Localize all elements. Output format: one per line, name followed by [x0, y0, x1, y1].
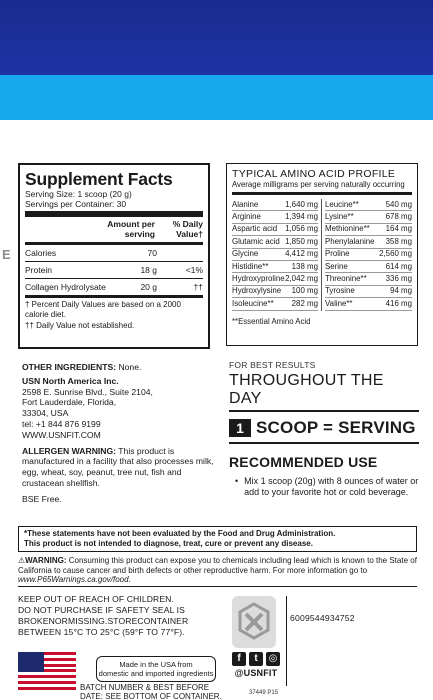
allergen-warning: [22, 446, 222, 489]
amino-row: [325, 199, 412, 211]
supplement-facts-title: Supplement Facts: [25, 169, 173, 189]
amino-name: Isoleucine**: [232, 298, 274, 308]
amino-value: 164 mg: [385, 224, 412, 234]
amino-value: 4,412 mg: [285, 249, 318, 259]
nutrient-amount: 70: [147, 248, 157, 258]
amino-name: Histidine**: [232, 261, 269, 271]
table-row: [25, 279, 203, 298]
footnote-not-established: †† Daily Value not established.: [25, 321, 135, 331]
amino-column-right: [322, 199, 412, 311]
amino-row: [232, 199, 318, 211]
amino-value: 100 mg: [291, 286, 318, 296]
warning-end: .: [128, 575, 131, 585]
nutrient-dv: ††: [193, 282, 203, 292]
amino-row: [232, 261, 318, 273]
amount-header: Amount per serving: [107, 219, 155, 239]
batch-line-2: DATE: SEE BOTTOM OF CONTAINER.: [80, 691, 222, 700]
amino-value: 1,394 mg: [285, 211, 318, 221]
keep-line-1: KEEP OUT OF REACH OF CHILDREN.: [18, 594, 174, 604]
barcode-area: [286, 596, 417, 686]
amino-acid-profile-panel: [226, 163, 418, 346]
warning-text: Consuming this product can expose you to chemicals including lead which is known to the State of California to cause cancer and birth defects or other reproductive harm. For more information go to: [18, 556, 417, 575]
address-zip: 33304, USA: [22, 408, 69, 419]
servings-per-container: Servings per Container: 30: [25, 199, 127, 209]
fda-line-2: This product is not intended to diagnose, treat, cure or prevent any disease.: [24, 539, 313, 548]
amino-profile-subtitle: Average milligrams per serving naturally occurring: [232, 180, 412, 195]
keep-line-2: DO NOT PURCHASE IF SAFETY SEAL IS: [18, 605, 185, 615]
social-icons: [229, 652, 283, 666]
serving-size: Serving Size: 1 scoop (20 g): [25, 189, 132, 199]
footnote-daily-values: † Percent Daily Values are based on a 2000 calorie diet.: [25, 300, 181, 319]
recommended-use-title: RECOMMENDED USE: [229, 454, 378, 470]
amino-name: Hydroxylysine: [232, 286, 282, 296]
amino-name: Hydroxyproline: [232, 273, 285, 283]
warning-icon: ⚠: [18, 556, 26, 565]
amino-row: [232, 211, 318, 223]
amino-name: Aspartic acid: [232, 224, 278, 234]
print-code: 37449 P15: [249, 690, 279, 696]
amino-value: 540 mg: [385, 199, 412, 209]
amino-name: Threonine**: [325, 273, 367, 283]
facebook-icon: f: [232, 652, 246, 666]
address-city: Fort Lauderdale, Florida,: [22, 397, 117, 408]
amino-row: [325, 236, 412, 248]
storage-instructions: [18, 594, 223, 638]
amino-row: [325, 298, 412, 310]
fda-line-1: *These statements have not been evaluated by the Food and Drug Administration.: [24, 529, 336, 538]
amino-row: [325, 261, 412, 273]
amino-row: [232, 286, 318, 298]
amino-name: Lysine**: [325, 211, 354, 221]
supplement-facts-panel: [18, 163, 210, 349]
amino-name: Tyrosine: [325, 286, 355, 296]
throughout-the-day: THROUGHOUT THE DAY: [229, 372, 419, 412]
nutrient-amount: 18 g: [140, 265, 157, 275]
amino-row: [232, 298, 318, 310]
amino-value: 282 mg: [291, 298, 318, 308]
amino-name: Glutamic acid: [232, 236, 280, 246]
recommended-use-text: Mix 1 scoop (20g) with 8 ounces of water or add to your favorite hot or cold beverage.: [244, 476, 419, 497]
amino-value: 2,560 mg: [379, 249, 412, 259]
nutrient-dv: [161, 248, 203, 258]
usage-panel: [229, 360, 419, 498]
allergen-text: This product is manufactured in a facility that also processes milk, egg, wheat, soy, peanut, tree nut, fish and crustacean shellfish.: [22, 445, 214, 488]
table-row: [25, 245, 203, 262]
scoop-serving: [229, 418, 419, 444]
amino-value: 678 mg: [385, 211, 412, 221]
nutrient-name: Protein: [25, 265, 52, 275]
made-in-line-1: Made in the USA from: [119, 660, 193, 669]
address-street: 2598 E. Sunrise Blvd., Suite 2104,: [22, 386, 153, 397]
amino-row: [325, 211, 412, 223]
amino-value: 416 mg: [385, 298, 412, 308]
amino-row: [325, 224, 412, 236]
amino-profile-grid: [232, 199, 412, 311]
amino-row: [232, 236, 318, 248]
other-ingredients: [22, 362, 222, 373]
top-navy-band: [0, 0, 433, 75]
amino-row: [325, 249, 412, 261]
nutrient-amount: 20 g: [140, 282, 157, 292]
amino-row: [232, 273, 318, 285]
daily-value-header: % Daily Value†: [172, 219, 203, 239]
other-ingredients-label: OTHER INGREDIENTS:: [22, 362, 117, 372]
made-in-line-2: domestic and imported ingredients: [98, 669, 214, 678]
amino-value: 94 mg: [390, 286, 412, 296]
keep-line-3: BROKENORMISSING.STORECONTAINER: [18, 616, 189, 626]
ingredients-block: [22, 362, 222, 505]
amino-row: [325, 273, 412, 285]
amino-name: Leucine**: [325, 199, 359, 209]
nutrient-dv: <1%: [185, 265, 203, 275]
recommended-use-body: [229, 476, 419, 498]
barcode-number: 6009544934752: [290, 613, 355, 623]
keep-line-4: BETWEEN 15°C TO 25°C (59°F TO 77°F).: [18, 627, 185, 637]
amino-profile-title: TYPICAL AMINO ACID PROFILE: [232, 168, 396, 180]
batch-line-1: BATCH NUMBER & BEST BEFORE: [80, 683, 210, 692]
company-name: USN North America Inc.: [22, 375, 119, 386]
nutrient-name: Collagen Hydrolysate: [25, 282, 106, 292]
amino-name: Phenylalanine: [325, 236, 375, 246]
amino-row: [325, 286, 412, 298]
amino-value: 1,850 mg: [285, 236, 318, 246]
scoop-number-badge: 1: [229, 419, 251, 437]
us-flag-icon: [18, 652, 76, 690]
made-in-usa-badge: [96, 656, 216, 682]
website: WWW.USNFIT.COM: [22, 429, 101, 440]
amino-row: [232, 224, 318, 236]
amino-value: 614 mg: [385, 261, 412, 271]
amino-name: Glycine: [232, 249, 259, 259]
amino-value: 138 mg: [291, 261, 318, 271]
amino-column-left: [232, 199, 322, 311]
prop65-warning: [18, 556, 417, 585]
amino-value: 1,056 mg: [285, 224, 318, 234]
amino-value: 2,042 mg: [285, 273, 318, 283]
bse-free: BSE Free.: [22, 493, 62, 504]
amino-name: Proline: [325, 249, 350, 259]
amino-name: Serine: [325, 261, 348, 271]
warning-link: www.P65Warnings.ca.gov/food: [18, 575, 129, 585]
batch-info: [80, 684, 230, 700]
nutrient-name: Calories: [25, 248, 57, 258]
scoop-equals-serving: SCOOP = SERVING: [256, 418, 416, 437]
essential-amino-note: **Essential Amino Acid: [232, 316, 311, 326]
other-ingredients-value: None.: [116, 362, 142, 372]
warning-label: WARNING:: [25, 556, 67, 565]
twitter-icon: t: [249, 652, 263, 666]
allergen-label: ALLERGEN WARNING:: [22, 445, 117, 456]
supplement-facts-header: [25, 217, 203, 245]
amino-name: Alanine: [232, 199, 259, 209]
amino-name: Valine**: [325, 298, 353, 308]
amino-name: Methionine**: [325, 224, 370, 234]
section-divider: [18, 586, 417, 587]
amino-value: 336 mg: [385, 273, 412, 283]
side-letter: E: [2, 247, 11, 262]
bullet-icon: •: [235, 476, 239, 486]
amino-row: [232, 249, 318, 261]
usn-logo-icon: [232, 596, 276, 648]
social-handle: @USNFIT: [234, 668, 278, 678]
instagram-icon: ◎: [266, 652, 280, 666]
fda-disclaimer: [18, 526, 417, 552]
table-row: [25, 262, 203, 279]
top-blue-band: [0, 75, 433, 120]
company-address: [22, 376, 222, 441]
for-best-results: FOR BEST RESULTS: [229, 360, 316, 370]
amino-value: 1,640 mg: [285, 199, 318, 209]
amino-name: Arginine: [232, 211, 261, 221]
amino-value: 358 mg: [385, 236, 412, 246]
social-block: [229, 652, 283, 678]
phone-number: tel: +1 844 876 9199: [22, 418, 101, 429]
